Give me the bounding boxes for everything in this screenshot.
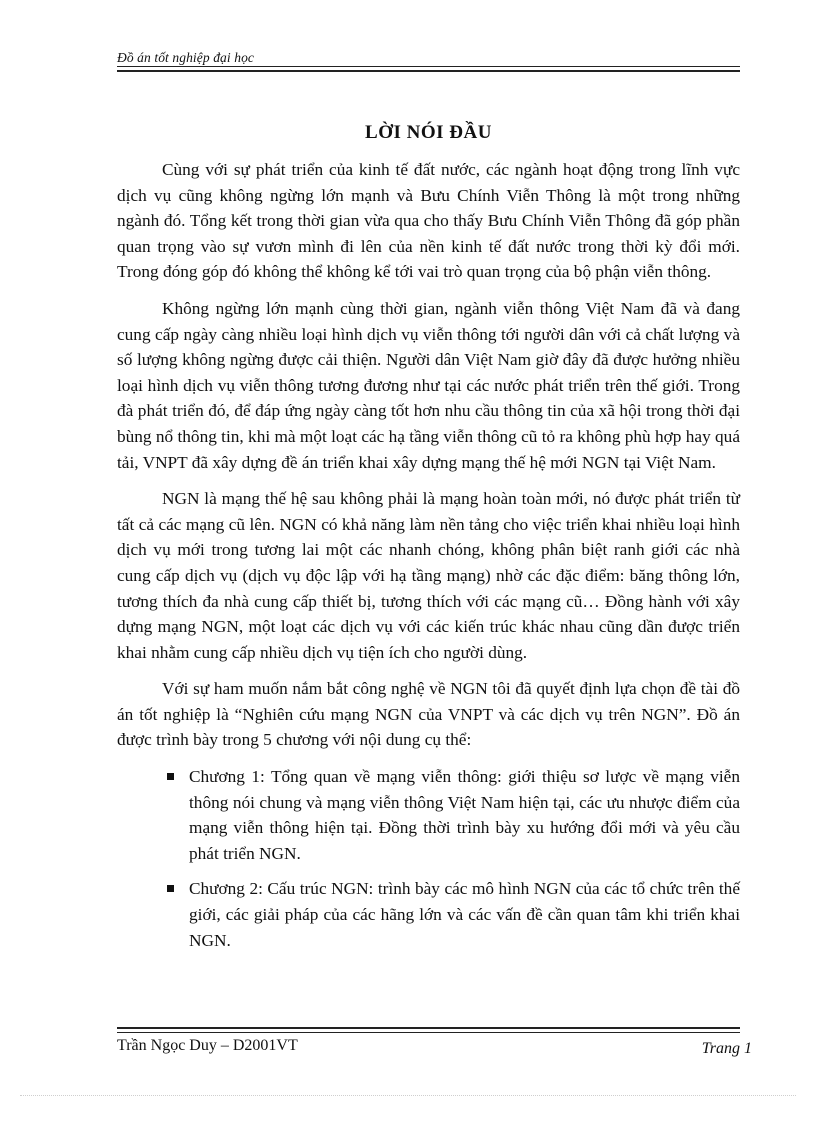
chapter-2-text: Chương 2: Cấu trúc NGN: trình bày các mô hình NGN của các tổ chức trên thế giới, các giải pháp của các hãng lớn và các vấn đề cần quan tâm khi triển khai NGN. xyxy=(189,879,740,950)
running-header: Đồ án tốt nghiệp đại học xyxy=(117,50,255,65)
footer-rule xyxy=(117,1027,740,1033)
footer-page-number: Trang 1 xyxy=(701,1040,752,1057)
footer-author: Trần Ngọc Duy – D2001VT xyxy=(117,1037,298,1054)
chapter-list-item xyxy=(189,764,740,866)
paragraph-1: Cùng với sự phát triển của kinh tế đất nước, các ngành hoạt động trong lĩnh vực dịch vụ cũng không ngừng lớn mạnh và Bưu Chính Viễn Thông là một trong những ngành đó. Tổng kết trong thời gian vừa qua cho thấy Bưu Chính Viễn Thông đã góp phần quan trọng vào sự vươn mình đi lên của nền kinh tế đất nước trong thời kỳ đổi mới. Trong đóng góp đó không thể không kể tới vai trò quan trọng của bộ phận viễn thông. xyxy=(117,160,740,282)
body-text xyxy=(117,157,740,963)
chapter-1-text: Chương 1: Tổng quan về mạng viễn thông: giới thiệu sơ lược về mạng viễn thông nói chung và mạng viễn thông Việt Nam hiện tại, các ưu nhược điểm của mạng viễn thông hiện tại. Đồng thời trình bày xu hướng đổi mới và yêu cầu phát triển NGN. xyxy=(189,767,740,863)
page-edge-divider xyxy=(20,1095,796,1096)
page-title: LỜI NÓI ĐẦU xyxy=(365,122,492,143)
paragraph-3: NGN là mạng thế hệ sau không phải là mạng hoàn toàn mới, nó được phát triển từ tất cả các mạng cũ lên. NGN có khả năng làm nền tảng cho việc triển khai nhiều loại hình dịch vụ mới trong tương lai một các nhanh chóng, không phân biệt ranh giới các nhà cung cấp dịch vụ (dịch vụ độc lập với hạ tầng mạng) nhờ các đặc điểm: băng thông lớn, tương thích đa nhà cung cấp thiết bị, tương thích với các mạng cũ… Đồng hành với xây dựng mạng NGN, một loạt các dịch vụ với các kiến trúc khác nhau cũng dần được triển khai nhằm cung cấp nhiều dịch vụ tiện ích cho người dùng. xyxy=(117,489,740,662)
square-bullet-icon xyxy=(167,885,174,892)
header-rule xyxy=(117,66,740,72)
chapter-list-item xyxy=(189,876,740,953)
square-bullet-icon xyxy=(167,773,174,780)
paragraph-2: Không ngừng lớn mạnh cùng thời gian, ngành viễn thông Việt Nam đã và đang cung cấp ngày càng nhiều loại hình dịch vụ viễn thông tới người dân với cả chất lượng và số lượng không ngừng được cải thiện. Người dân Việt Nam giờ đây đã được hưởng nhiều loại hình dịch vụ viễn thông tương đương như tại các nước phát triển trên thế giới. Trong đà phát triển đó, để đáp ứng ngày càng tốt hơn nhu cầu thông tin của xã hội trong thời đại bùng nổ thông tin, khi mà một loạt các hạ tầng viễn thông cũ tỏ ra không phù hợp hay quá tải, VNPT đã xây dựng đề án triển khai xây dựng mạng thế hệ mới NGN tại Việt Nam. xyxy=(117,298,740,472)
chapter-list xyxy=(117,764,740,953)
paragraph-4: Với sự ham muốn nắm bắt công nghệ về NGN tôi đã quyết định lựa chọn đề tài đồ án tốt nghiệp là “Nghiên cứu mạng NGN của VNPT và các dịch vụ trên NGN”. Đồ án được trình bày trong 5 chương với nội dung cụ thể: xyxy=(117,679,740,750)
